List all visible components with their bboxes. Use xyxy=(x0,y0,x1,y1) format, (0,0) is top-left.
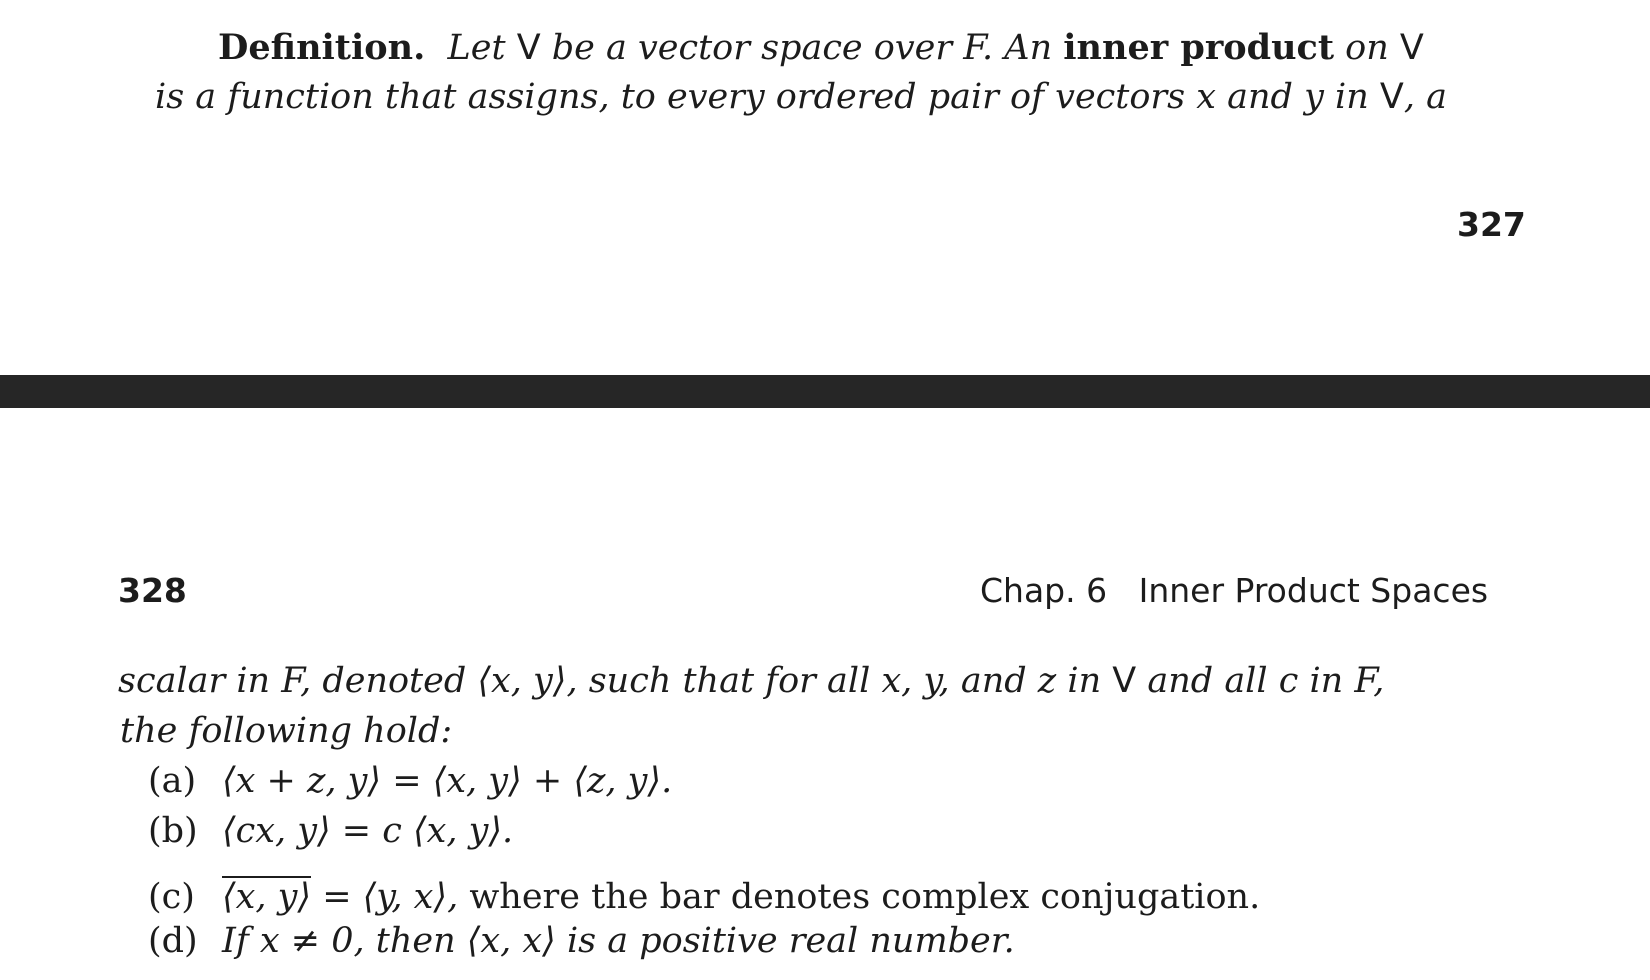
definition-line-2 xyxy=(155,77,1447,117)
definition-text: and xyxy=(1227,77,1293,117)
definition-label: Definition. xyxy=(218,27,426,68)
field-symbol: F xyxy=(1354,661,1374,701)
page-number-bottom: 328 xyxy=(118,571,187,610)
axiom-text: , then xyxy=(353,921,456,961)
page-divider xyxy=(0,375,1650,408)
vector-space-symbol: V xyxy=(1112,661,1137,701)
body-line-1 xyxy=(118,661,1385,701)
axiom-formula: ⟨cx, y⟩ = c ⟨x, y⟩. xyxy=(222,811,514,851)
body-text: and xyxy=(960,661,1027,701)
inner-product-notation: ⟨x, y⟩ xyxy=(477,661,567,701)
axiom-text: where the bar denotes complex conjugation. xyxy=(458,877,1261,917)
axiom-text: is a positive real number. xyxy=(555,921,1015,961)
body-text: and all xyxy=(1147,661,1268,701)
definition-line-1 xyxy=(218,27,1424,68)
axiom-formula: ⟨x + z, y⟩ = ⟨x, y⟩ + ⟨z, y⟩. xyxy=(222,761,673,801)
defined-term: inner product xyxy=(1063,27,1335,68)
chapter-title: Inner Product Spaces xyxy=(1138,571,1489,610)
item-label: (a) xyxy=(148,761,197,801)
vector-space-symbol: V xyxy=(1379,77,1404,117)
body-text: , denoted xyxy=(300,661,467,701)
body-text: in xyxy=(1067,661,1102,701)
chapter-label: Chap. 6 xyxy=(980,571,1108,610)
definition-text: . An xyxy=(982,28,1053,68)
running-head xyxy=(980,571,1489,610)
definition-text: be a vector space over xyxy=(551,28,953,68)
item-label: (c) xyxy=(148,877,195,917)
page-number-top: 327 xyxy=(1457,205,1526,244)
vector-space-symbol: V xyxy=(516,28,541,68)
vector-space-symbol: V xyxy=(1399,28,1424,68)
math-variable: z xyxy=(1037,661,1057,701)
math-variable: y xyxy=(1304,77,1324,117)
axiom-item-d xyxy=(148,921,1015,961)
inner-product-notation: ⟨x, x⟩ xyxy=(466,921,556,961)
math-variables: x, y, xyxy=(881,661,950,701)
math-variable: x xyxy=(1196,77,1216,117)
item-label: (b) xyxy=(148,811,198,851)
math-variable: c xyxy=(1278,661,1299,701)
definition-text: Let xyxy=(447,28,506,68)
body-text: , xyxy=(1373,661,1385,701)
body-text: scalar in xyxy=(118,661,271,701)
definition-text: is a function that assigns, to every ordered pair of vectors xyxy=(155,77,1186,117)
axiom-formula: = ⟨y, x⟩, xyxy=(311,877,459,917)
axiom-item-c xyxy=(148,876,1260,915)
axiom-condition: x ≠ 0 xyxy=(259,921,354,961)
definition-text: on xyxy=(1345,28,1389,68)
axiom-text: If xyxy=(222,921,249,961)
body-line-2: the following hold: xyxy=(120,711,453,751)
body-text: in xyxy=(1309,661,1344,701)
axiom-item-b xyxy=(148,811,514,851)
definition-text: , a xyxy=(1403,77,1447,117)
axiom-item-a xyxy=(148,761,673,801)
item-label: (d) xyxy=(148,921,198,961)
field-symbol: F xyxy=(963,28,983,68)
field-symbol: F xyxy=(281,661,301,701)
definition-text: in xyxy=(1335,77,1369,117)
body-text: , such that for all xyxy=(566,661,871,701)
conjugate-inner-product: ⟨x, y⟩ xyxy=(222,877,312,917)
